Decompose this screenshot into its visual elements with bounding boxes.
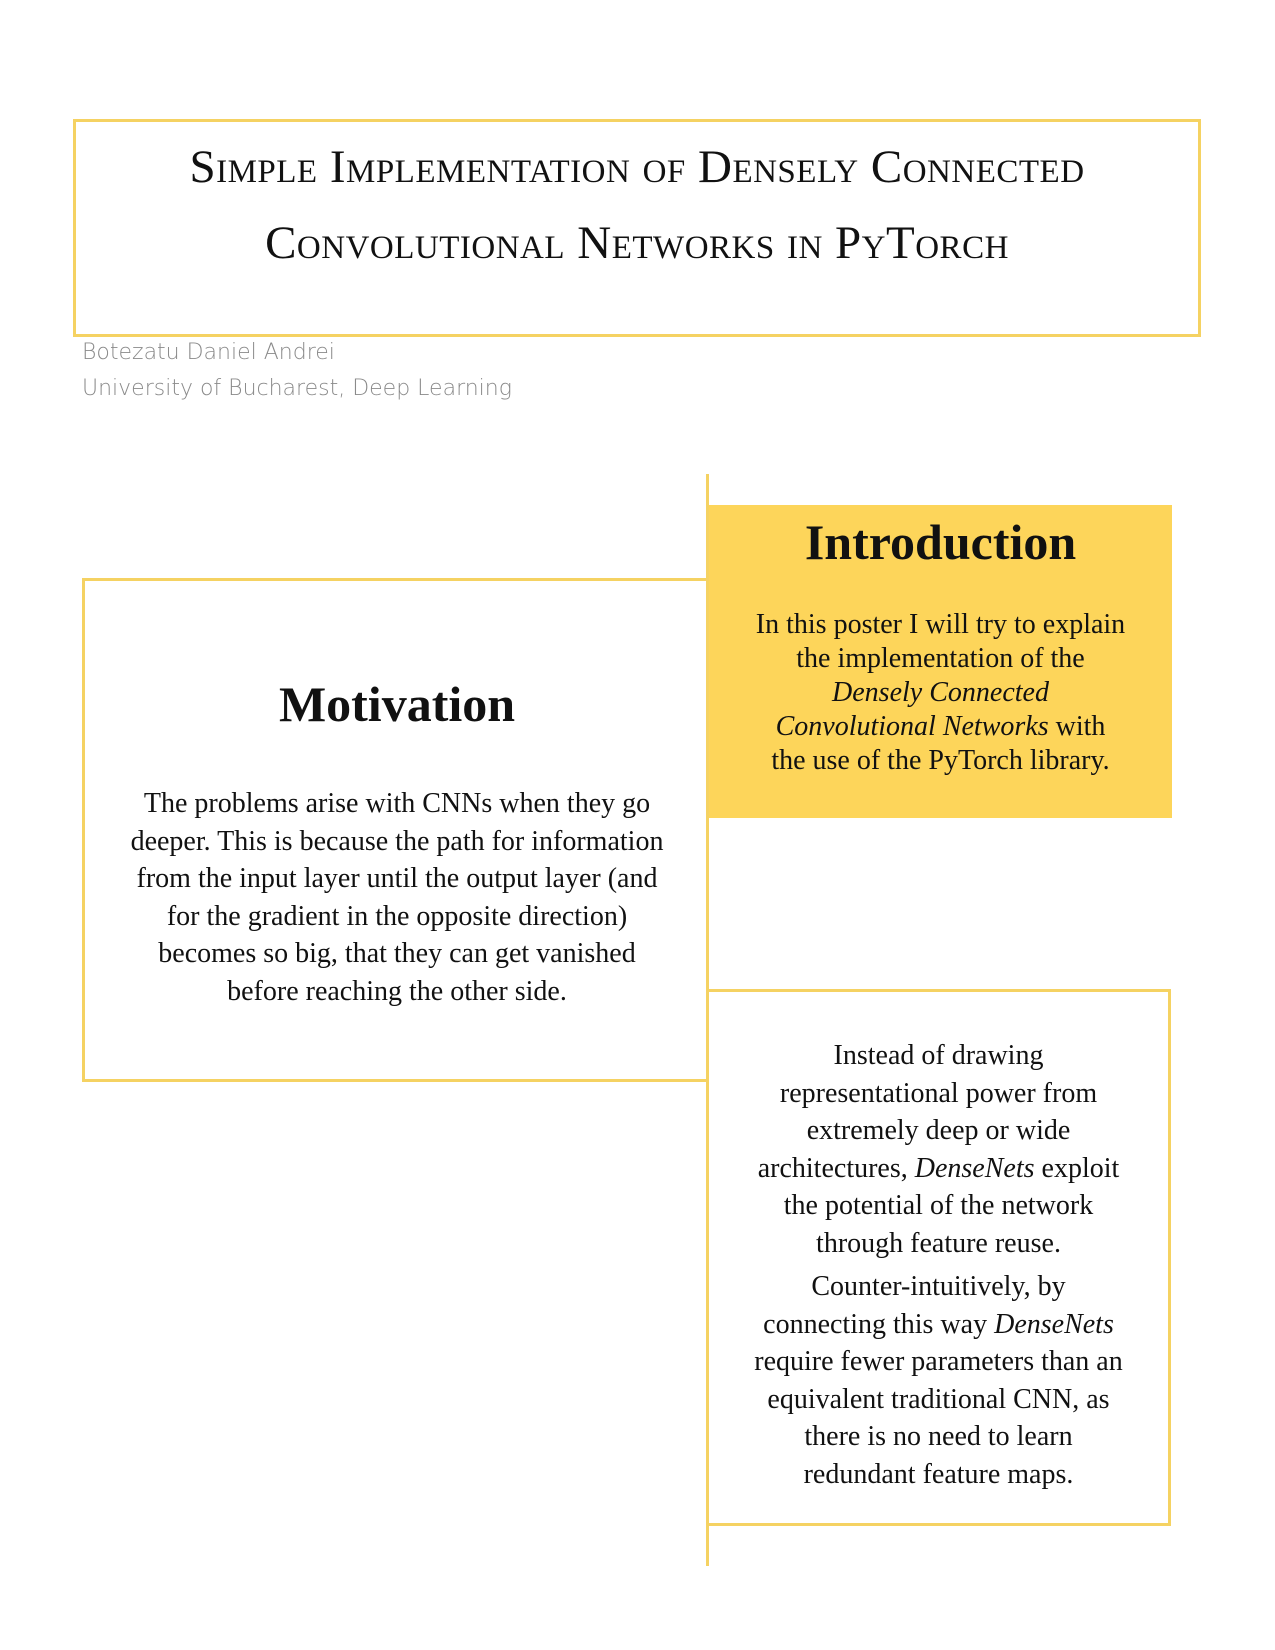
intro-emphasis: Densely Connected bbox=[832, 677, 1049, 708]
motivation-section bbox=[82, 578, 709, 1082]
intro-emphasis: Convolutional Networks bbox=[775, 711, 1049, 742]
poster-title-line-1: Simple Implementation of Densely Connected bbox=[189, 141, 1085, 193]
densenets-section bbox=[706, 989, 1171, 1526]
intro-line: the implementation of the bbox=[796, 643, 1085, 674]
author-name: Botezatu Daniel Andrei bbox=[82, 340, 335, 365]
densenets-emphasis: DenseNets bbox=[994, 1308, 1114, 1340]
densenets-line: there is no need to learn bbox=[804, 1421, 1073, 1452]
densenets-line: the potential of the network bbox=[783, 1190, 1094, 1221]
motivation-line: The problems arise with CNNs when they go bbox=[143, 788, 651, 819]
motivation-heading: Motivation bbox=[278, 676, 516, 732]
densenets-line-fragment: architectures, bbox=[757, 1152, 915, 1184]
densenets-line: Counter-intuitively, by bbox=[811, 1271, 1066, 1302]
motivation-text bbox=[105, 785, 689, 1010]
poster-title-line-2: Convolutional Networks in PyTorch bbox=[265, 217, 1009, 269]
introduction-heading: Introduction bbox=[804, 514, 1077, 570]
densenets-line: equivalent traditional CNN, as bbox=[767, 1383, 1110, 1415]
densenets-line-fragment: exploit bbox=[1034, 1152, 1120, 1184]
densenets-line: representational power from bbox=[779, 1077, 1098, 1109]
intro-line: In this poster I will try to explain bbox=[755, 609, 1126, 640]
motivation-line: becomes so big, that they can get vanished bbox=[158, 938, 636, 969]
affiliation: University of Bucharest, Deep Learning bbox=[82, 376, 512, 401]
densenets-text bbox=[719, 1037, 1158, 1493]
introduction-section bbox=[709, 505, 1172, 818]
motivation-line: deeper. This is because the path for information bbox=[130, 825, 664, 857]
motivation-line: before reaching the other side. bbox=[227, 975, 567, 1007]
densenets-line: through feature reuse. bbox=[816, 1227, 1061, 1259]
densenets-line-fragment: connecting this way bbox=[763, 1308, 995, 1340]
motivation-line: from the input layer until the output layer (and bbox=[136, 863, 658, 894]
densenets-emphasis: DenseNets bbox=[914, 1152, 1035, 1184]
introduction-text bbox=[729, 608, 1152, 778]
intro-line: the use of the PyTorch library. bbox=[771, 745, 1110, 776]
densenets-line: Instead of drawing bbox=[833, 1040, 1044, 1071]
densenets-line: redundant feature maps. bbox=[803, 1458, 1074, 1490]
intro-line-fragment: with bbox=[1048, 711, 1106, 742]
motivation-line: for the gradient in the opposite direction) bbox=[166, 900, 628, 932]
title-box bbox=[73, 119, 1201, 337]
densenets-line: require fewer parameters than an bbox=[754, 1346, 1123, 1377]
densenets-line: extremely deep or wide bbox=[806, 1115, 1071, 1146]
